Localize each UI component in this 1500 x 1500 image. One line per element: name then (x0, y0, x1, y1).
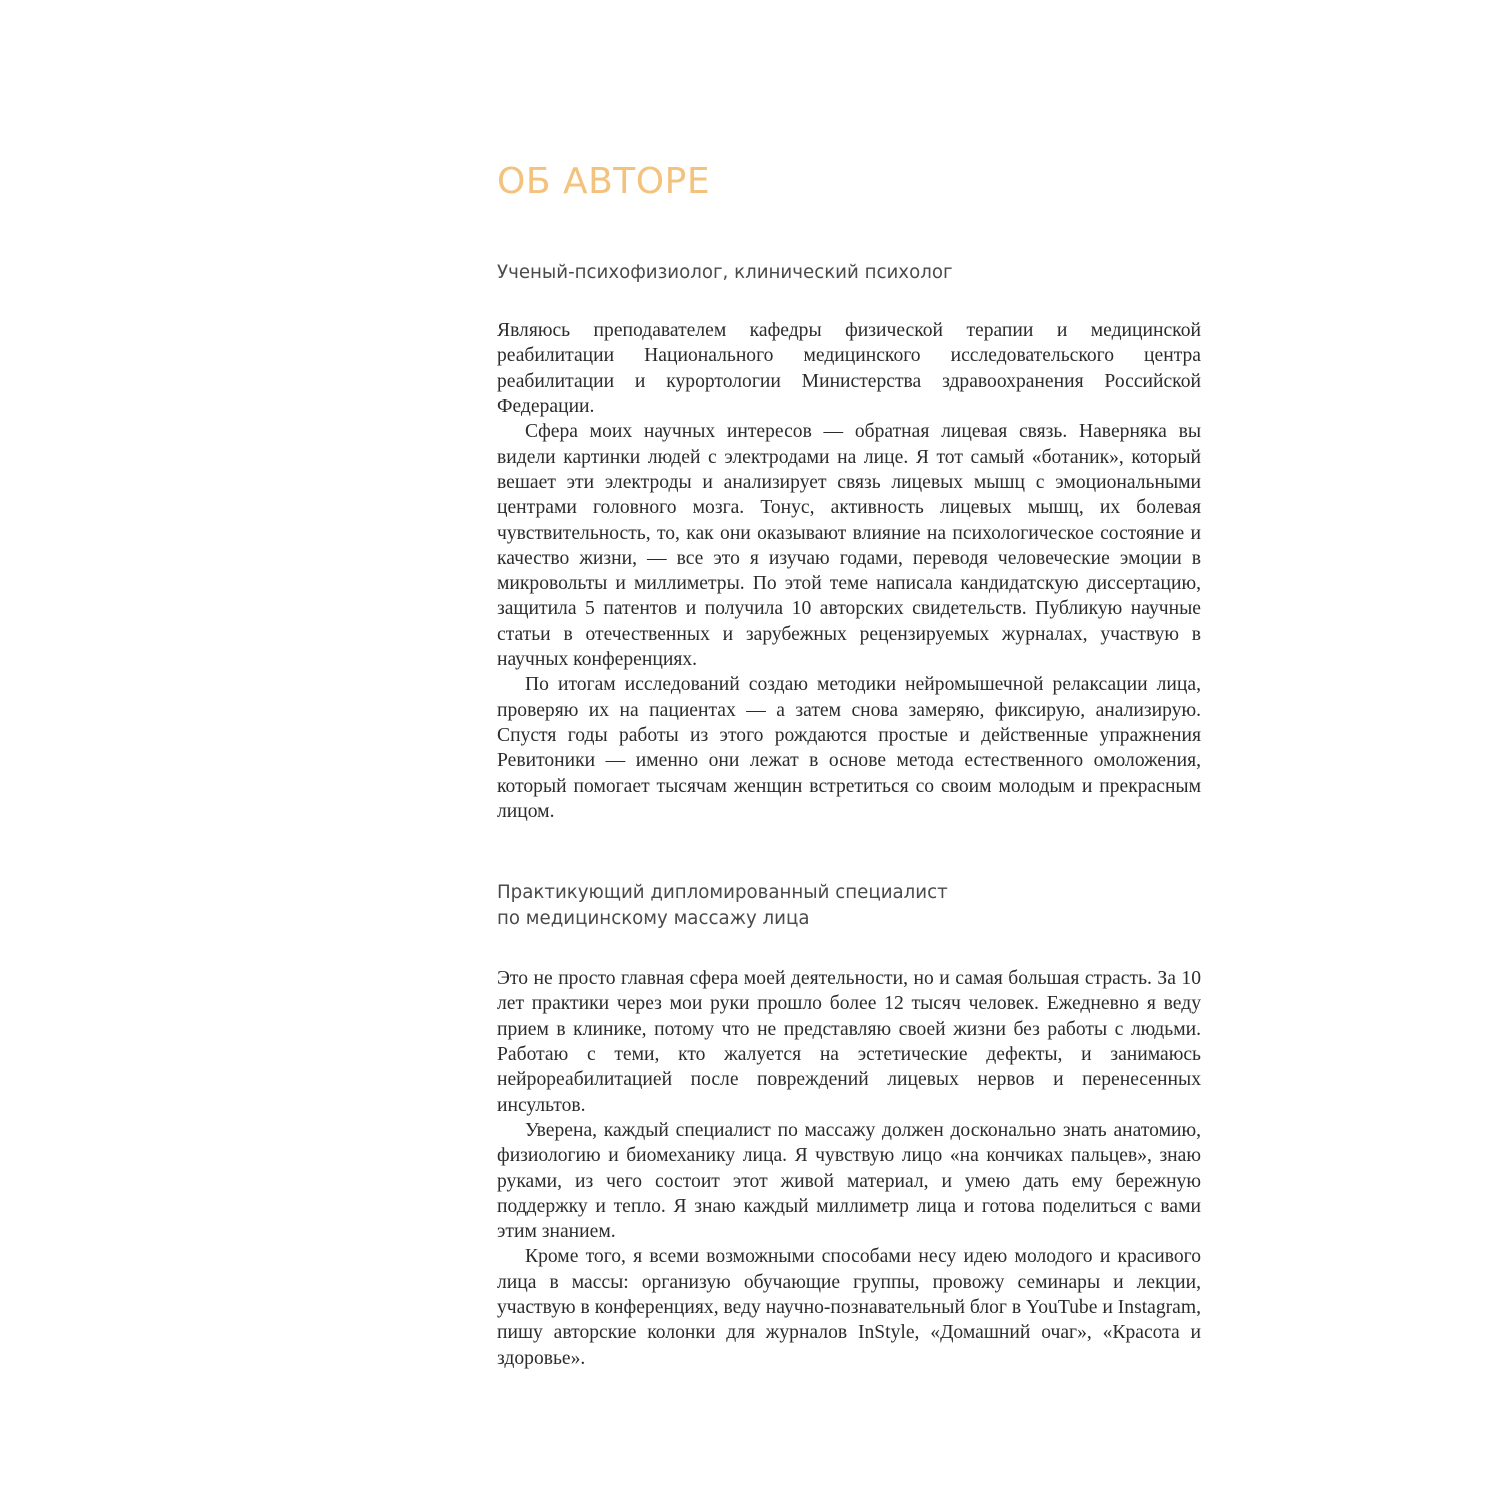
section-heading-line: по медицинскому массажу лица (497, 908, 810, 930)
chapter-title: ОБ АВТОРЕ (497, 161, 711, 202)
text-column (497, 160, 1201, 1371)
paragraph: Уверена, каждый специалист по массажу должен досконально знать анатомию, физиологию и биомеханику лица. Я чувствую лицо «на кончиках пальцев», знаю руками, из чего состоит этот живой материал, и умею дать ему бережную поддержку и тепло. Я знаю каждый миллиметр лица и готова поделиться с вами этим знанием. (497, 1119, 1201, 1243)
section-body-scientist (497, 318, 1201, 824)
section-heading-line: Ученый-психофизиолог, клинический психолог (497, 262, 953, 284)
paragraph: Это не просто главная сфера моей деятельности, но и самая большая страсть. За 10 лет практики через мои руки прошло более 12 тысяч человек. Ежедневно я веду прием в клинике, потому что не представляю своей жизни без работы с людьми. Работаю с теми, кто жалуется на эстетические дефекты, и занимаюсь нейрореабилитацией после повреждений лицевых нервов и перенесенных инсультов. (497, 968, 1201, 1116)
section-body-massage-specialist (497, 966, 1201, 1371)
section-heading-line: Практикующий дипломированный специалист (497, 882, 948, 904)
section-heading-massage-specialist (497, 880, 1201, 932)
paragraph: Кроме того, я всеми возможными способами несу идею молодого и красивого лица в массы: организую обучающие группы, провожу семинары и лекции, участвую в конференциях, веду научно-познавательный блог в YouTube и Instagram, пишу авторские колонки для журналов InStyle, «Домашний очаг», «Красота и здоровье». (497, 1246, 1201, 1369)
paragraph: Сфера моих научных интересов — обратная лицевая связь. Наверняка вы видели картинки людей с электродами на лице. Я тот самый «ботаник», который вешает эти электроды и анализирует связь лицевых мышц с эмоциональными центрами головного мозга. Тонус, активность лицевых мышц, их болевая чувствительность, то, как они оказывают влияние на психологическое состояние и качество жизни, — все это я изучаю годами, переводя человеческие эмоции в микровольты и миллиметры. По этой теме написала кандидатскую диссертацию, защитила 5 патентов и получила 10 авторских свидетельств. Публикую научные статьи в отечественных и зарубежных рецензируемых журналах, участвую в научных конференциях. (497, 421, 1201, 671)
paragraph: По итогам исследований создаю методики нейромышечной релаксации лица, проверяю их на пациентах — а затем снова замеряю, фиксирую, анализирую. Спустя годы работы из этого рождаются простые и действенные упражнения Ревитоники — именно они лежат в основе метода естественного омоложения, который помогает тысячам женщин встретиться со своим молодым и прекрасным лицом. (497, 674, 1201, 822)
paragraph: Являюсь преподавателем кафедры физической терапии и медицинской реабилитации Национального медицинского исследовательского центра реабилитации и курортологии Министерства здравоохранения Российской Федерации. (497, 320, 1201, 418)
section-heading-scientist (497, 260, 1201, 286)
